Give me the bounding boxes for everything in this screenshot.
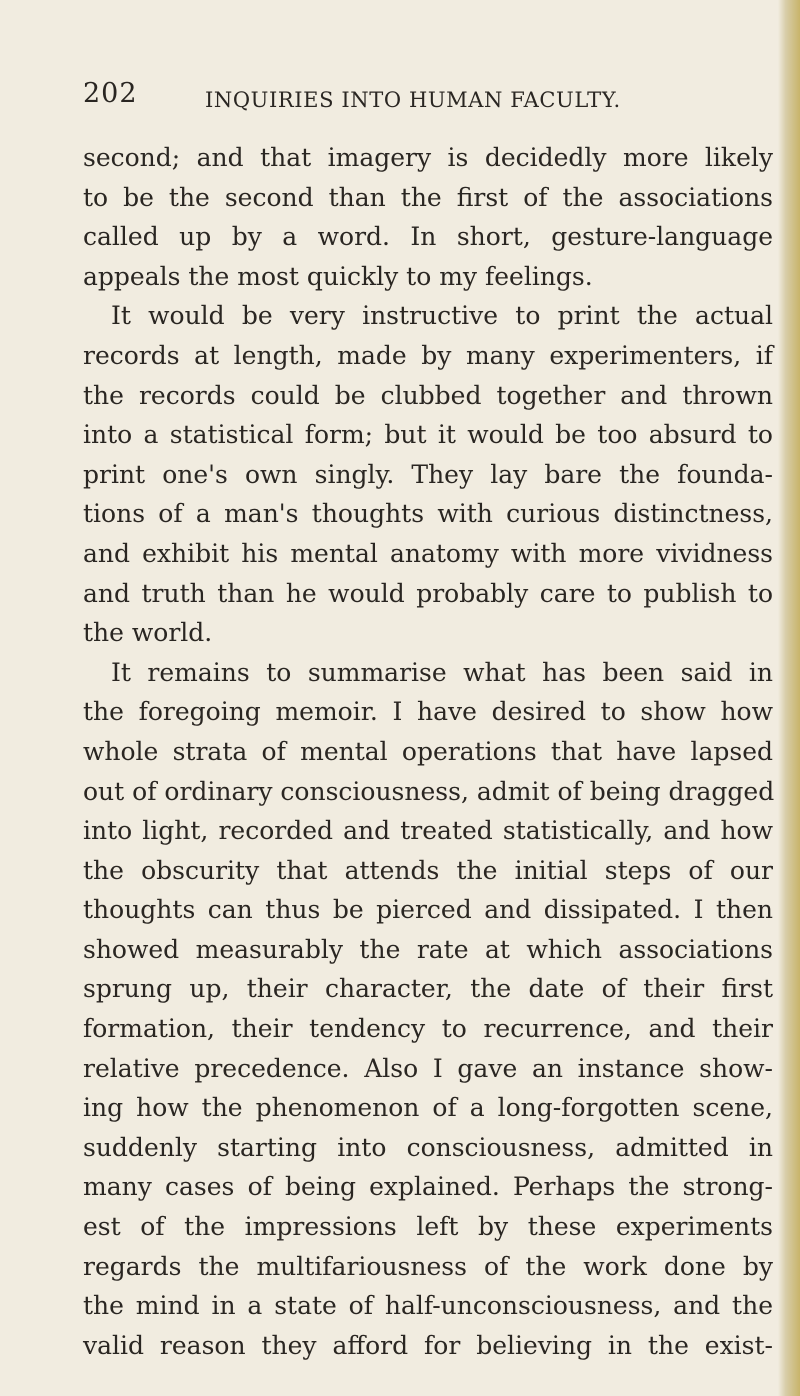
text-line: the mind in a state of half-unconsciousness, and the (83, 1291, 773, 1321)
text-line: out of ordinary consciousness, admit of being dragged (83, 776, 775, 806)
text-line: It remains to summarise what has been said in (111, 657, 773, 687)
text-line: formation, their tendency to recurrence, and their (83, 1014, 773, 1044)
text-line: and truth than he would probably care to publish to (83, 578, 773, 608)
text-line: the foregoing memoir. I have desired to show how (83, 697, 773, 727)
text-line: valid reason they afford for believing in the exist- (83, 1330, 773, 1360)
text-line: the records could be clubbed together and thrown (83, 380, 773, 410)
text-line: called up by a word. In short, gesture-language (83, 222, 773, 252)
text-line: relative precedence. Also I gave an instance show- (83, 1053, 773, 1083)
text-line: print one's own singly. They lay bare the founda- (83, 459, 773, 489)
text-line: showed measurably the rate at which associations (83, 934, 773, 964)
text-line: records at length, made by many experimenters, if (83, 340, 773, 370)
body-text (83, 138, 773, 1365)
text-line: thoughts can thus be pierced and dissipated. I then (83, 895, 773, 925)
text-line: to be the second than the first of the associations (83, 182, 773, 212)
text-line: appeals the most quickly to my feelings. (83, 261, 593, 291)
text-line: regards the multifariousness of the work done by (83, 1251, 773, 1281)
text-line: est of the impressions left by these experiments (83, 1212, 773, 1242)
text-line: many cases of being explained. Perhaps the strong- (83, 1172, 773, 1202)
text-line: second; and that imagery is decidedly more likely (83, 143, 773, 172)
text-line: and exhibit his mental anatomy with more vividness (83, 538, 773, 568)
page-header (83, 78, 723, 118)
running-head: INQUIRIES INTO HUMAN FACULTY. (205, 88, 621, 112)
text-line: into light, recorded and treated statistically, and how (83, 816, 773, 846)
text-line: the world. (83, 618, 213, 648)
text-line: whole strata of mental operations that have lapsed (83, 736, 773, 766)
text-line: sprung up, their character, the date of their first (83, 974, 773, 1004)
page-number: 202 (83, 78, 138, 109)
text-line: tions of a man's thoughts with curious distinctness, (83, 499, 773, 529)
text-line: into a statistical form; but it would be too absurd to (83, 420, 773, 450)
page-binding-edge (778, 0, 800, 1396)
text-line: ing how the phenomenon of a long-forgotten scene, (83, 1093, 773, 1123)
text-line: the obscurity that attends the initial steps of our (83, 855, 773, 885)
text-line: It would be very instructive to print the actual (111, 301, 773, 331)
text-line: suddenly starting into consciousness, admitted in (83, 1132, 773, 1162)
